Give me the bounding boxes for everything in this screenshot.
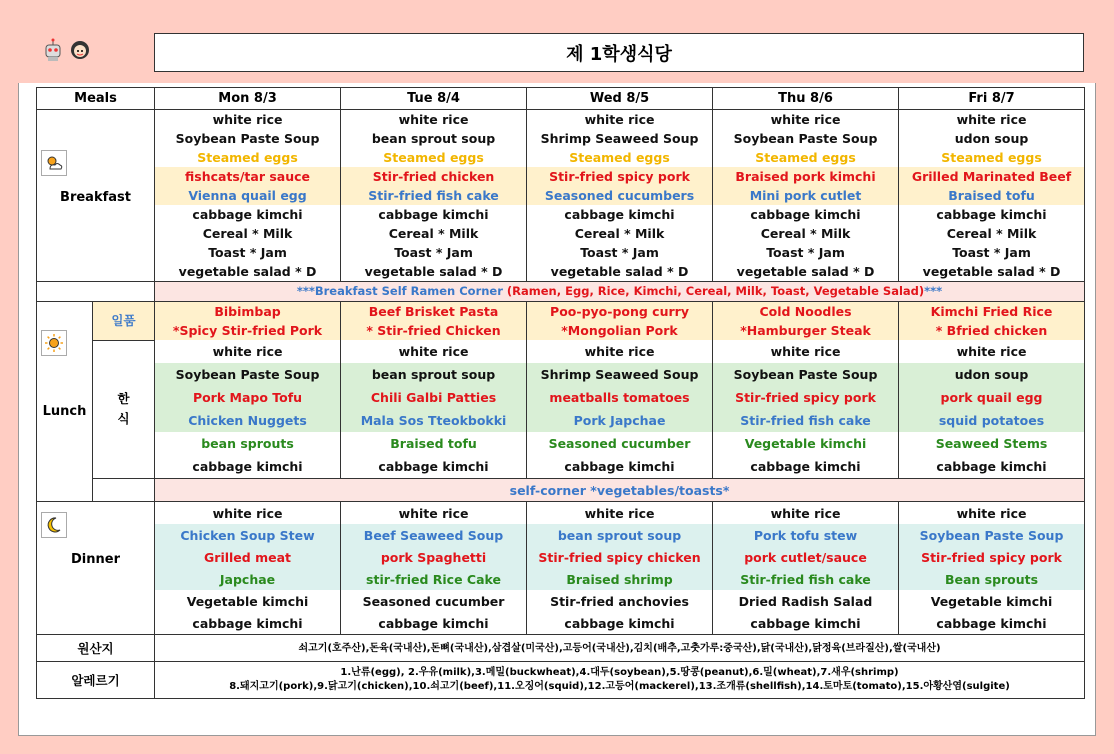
menu-item: vegetable salad * D [713, 262, 899, 282]
menu-item: Japchae [155, 568, 341, 590]
menu-item: pork quail egg [899, 386, 1085, 409]
breakfast-row [37, 110, 1085, 130]
allergy-line: 8.돼지고기(pork),9.닭고기(chicken),10.쇠고기(beef),11.오징어(squid),12.고등어(mackerel),13.조개류(shellfish),14.토마토(tomato),15.아황산염(sulgite) [229, 681, 1010, 692]
note-red: (Ramen, Egg, Rice, Kimchi, Cereal, Milk, Toast, Vegetable Salad) [506, 284, 925, 298]
day-header: Wed 8/5 [527, 88, 713, 110]
menu-item: Stir-fried fish cake [713, 568, 899, 590]
ilpum-label: 일품 [93, 302, 155, 341]
menu-item: meatballs tomatoes [527, 386, 713, 409]
menu-item: Steamed eggs [527, 148, 713, 167]
hansik-label: 한 식 [93, 340, 155, 479]
menu-item: * Bfried chicken [899, 321, 1085, 340]
menu-item: bean sprout soup [341, 129, 527, 148]
menu-item: Grilled Marinated Beef [899, 167, 1085, 186]
menu-item: Mini pork cutlet [713, 186, 899, 205]
menu-item: white rice [713, 340, 899, 363]
menu-item: *Spicy Stir-fried Pork [155, 321, 341, 340]
menu-item: white rice [341, 502, 527, 525]
menu-item: Cereal * Milk [341, 224, 527, 243]
breakfast-row [37, 205, 1085, 224]
menu-item: cabbage kimchi [527, 612, 713, 635]
menu-item: stir-fried Rice Cake [341, 568, 527, 590]
self-corner-row [37, 479, 1085, 502]
menu-item: Shrimp Seaweed Soup [527, 129, 713, 148]
menu-item: Dried Radish Salad [713, 590, 899, 612]
menu-item: cabbage kimchi [341, 455, 527, 479]
breakfast-note [155, 282, 1085, 302]
menu-item: Grilled meat [155, 546, 341, 568]
meal-label-cell [37, 110, 155, 282]
menu-item: Toast * Jam [713, 243, 899, 262]
page-title: 제 1학생식당 [154, 33, 1084, 72]
breakfast-row [37, 148, 1085, 167]
menu-item: Vegetable kimchi [899, 590, 1085, 612]
menu-item: Cereal * Milk [899, 224, 1085, 243]
menu-item: Bean sprouts [899, 568, 1085, 590]
menu-item: cabbage kimchi [527, 455, 713, 479]
origin-row [37, 635, 1085, 662]
menu-item: pork Spaghetti [341, 546, 527, 568]
sun-icon [41, 330, 67, 356]
note-blue: ***Breakfast Self Ramen Corner [296, 284, 507, 298]
allergy-row [37, 662, 1085, 699]
menu-item: bean sprout soup [341, 363, 527, 386]
day-header: Fri 8/7 [899, 88, 1085, 110]
menu-item: Shrimp Seaweed Soup [527, 363, 713, 386]
lunch-hansik-row [37, 340, 1085, 363]
menu-item: Poo-pyo-pong curry [527, 302, 713, 322]
menu-item: Pork tofu stew [713, 524, 899, 546]
menu-item: bean sprout soup [527, 524, 713, 546]
menu-item: Seasoned cucumber [341, 590, 527, 612]
origin-text: 쇠고기(호주산),돈육(국내산),돈뼈(국내산),삼겹살(미국산),고등어(국내산),김치(배추,고춧가루:중국산),닭(국내산),닭정육(브라질산),쌀(국내산) [155, 635, 1085, 662]
day-header: Thu 8/6 [713, 88, 899, 110]
menu-item: Chicken Nuggets [155, 409, 341, 432]
menu-item: Cold Noodles [713, 302, 899, 322]
menu-item: Toast * Jam [155, 243, 341, 262]
menu-item: Toast * Jam [527, 243, 713, 262]
menu-item: cabbage kimchi [899, 205, 1085, 224]
menu-item: white rice [155, 340, 341, 363]
menu-item: white rice [527, 340, 713, 363]
menu-item: Seasoned cucumbers [527, 186, 713, 205]
day-header: Tue 8/4 [341, 88, 527, 110]
menu-item: vegetable salad * D [341, 262, 527, 282]
allergy-line: 1.난류(egg), 2.우유(milk),3.메밀(buckwheat),4.대두(soybean),5.땅콩(peanut),6.밀(wheat),7.새우(shrimp) [340, 667, 899, 678]
menu-item: cabbage kimchi [527, 205, 713, 224]
lunch-hansik-row [37, 363, 1085, 386]
moon-icon [41, 512, 67, 538]
menu-item: udon soup [899, 129, 1085, 148]
menu-item: *Mongolian Pork [527, 321, 713, 340]
menu-item: Stir-fried spicy chicken [527, 546, 713, 568]
menu-item: Cereal * Milk [527, 224, 713, 243]
sun-cloud-icon [41, 150, 67, 176]
menu-item: Beef Brisket Pasta [341, 302, 527, 322]
menu-item: bean sprouts [155, 432, 341, 455]
menu-item: Chicken Soup Stew [155, 524, 341, 546]
dinner-row [37, 590, 1085, 612]
menu-item: cabbage kimchi [155, 612, 341, 635]
menu-item: Pork Japchae [527, 409, 713, 432]
menu-item: Seasoned cucumber [527, 432, 713, 455]
menu-item: Stir-fried anchovies [527, 590, 713, 612]
menu-item: white rice [899, 110, 1085, 130]
menu-item: white rice [713, 502, 899, 525]
robot-icon [46, 39, 60, 62]
lunch-hansik-row [37, 386, 1085, 409]
menu-item: Braised shrimp [527, 568, 713, 590]
menu-item: Beef Seaweed Soup [341, 524, 527, 546]
menu-table [36, 87, 1085, 699]
breakfast-row [37, 129, 1085, 148]
origin-label: 원산지 [37, 635, 155, 662]
menu-item: Vienna quail egg [155, 186, 341, 205]
menu-item: Braised tofu [341, 432, 527, 455]
menu-item: Soybean Paste Soup [713, 129, 899, 148]
menu-item: Vegetable kimchi [155, 590, 341, 612]
breakfast-row [37, 243, 1085, 262]
menu-item: Seaweed Stems [899, 432, 1085, 455]
menu-item: white rice [155, 502, 341, 525]
menu-item: fishcats/tar sauce [155, 167, 341, 186]
menu-item: Steamed eggs [341, 148, 527, 167]
menu-item: white rice [341, 110, 527, 130]
menu-item: Bibimbap [155, 302, 341, 322]
note-end: *** [924, 284, 943, 298]
lunch-ilpum-row [37, 302, 1085, 322]
menu-item: white rice [341, 340, 527, 363]
menu-item: Stir-fried spicy pork [713, 386, 899, 409]
menu-item: cabbage kimchi [713, 205, 899, 224]
menu-item: *Hamburger Steak [713, 321, 899, 340]
header-row [37, 88, 1085, 110]
meals-header: Meals [37, 88, 155, 110]
menu-item: squid potatoes [899, 409, 1085, 432]
menu-item: Cereal * Milk [155, 224, 341, 243]
allergy-label: 알레르기 [37, 662, 155, 699]
menu-item: cabbage kimchi [899, 612, 1085, 635]
meal-label: Dinner [71, 552, 120, 567]
menu-item: Stir-fried fish cake [713, 409, 899, 432]
menu-item: white rice [899, 502, 1085, 525]
meal-label: Lunch [42, 404, 87, 419]
menu-item: cabbage kimchi [899, 455, 1085, 479]
menu-item: Braised tofu [899, 186, 1085, 205]
self-corner: self-corner *vegetables/toasts* [155, 479, 1085, 502]
menu-item: Toast * Jam [341, 243, 527, 262]
menu-item: Soybean Paste Soup [155, 363, 341, 386]
breakfast-row [37, 186, 1085, 205]
menu-item: Braised pork kimchi [713, 167, 899, 186]
menu-item: white rice [899, 340, 1085, 363]
menu-item: vegetable salad * D [155, 262, 341, 282]
lunch-label-cell [37, 302, 93, 502]
dinner-row [37, 568, 1085, 590]
menu-item: Soybean Paste Soup [899, 524, 1085, 546]
menu-item: vegetable salad * D [899, 262, 1085, 282]
menu-item: Stir-fried fish cake [341, 186, 527, 205]
menu-item: Steamed eggs [713, 148, 899, 167]
menu-item: white rice [527, 110, 713, 130]
lunch-ilpum-row [37, 321, 1085, 340]
menu-item: Stir-fried spicy pork [527, 167, 713, 186]
menu-item: Cereal * Milk [713, 224, 899, 243]
menu-item: Kimchi Fried Rice [899, 302, 1085, 322]
menu-item: * Stir-fried Chicken [341, 321, 527, 340]
lunch-hansik-row [37, 409, 1085, 432]
menu-item: cabbage kimchi [713, 612, 899, 635]
menu-item: cabbage kimchi [341, 205, 527, 224]
menu-item: Soybean Paste Soup [713, 363, 899, 386]
menu-item: cabbage kimchi [341, 612, 527, 635]
dinner-row [37, 546, 1085, 568]
dinner-row [37, 612, 1085, 635]
menu-item: udon soup [899, 363, 1085, 386]
menu-item: cabbage kimchi [155, 455, 341, 479]
lunch-hansik-row [37, 432, 1085, 455]
meal-label: Breakfast [60, 190, 131, 205]
meal-label-cell [37, 502, 155, 635]
menu-item: Pork Mapo Tofu [155, 386, 341, 409]
menu-item: cabbage kimchi [155, 205, 341, 224]
breakfast-note-row [37, 282, 1085, 302]
breakfast-row [37, 167, 1085, 186]
lunch-hansik-row [37, 455, 1085, 479]
breakfast-row [37, 262, 1085, 282]
breakfast-row [37, 224, 1085, 243]
dinner-row [37, 524, 1085, 546]
menu-item: white rice [155, 110, 341, 130]
menu-item: vegetable salad * D [527, 262, 713, 282]
dinner-row [37, 502, 1085, 525]
menu-item: Toast * Jam [899, 243, 1085, 262]
menu-item: Steamed eggs [899, 148, 1085, 167]
menu-item: white rice [527, 502, 713, 525]
menu-item: Vegetable kimchi [713, 432, 899, 455]
menu-item: Stir-fried chicken [341, 167, 527, 186]
menu-item: cabbage kimchi [713, 455, 899, 479]
menu-item: Steamed eggs [155, 148, 341, 167]
menu-item: Chili Galbi Patties [341, 386, 527, 409]
menu-item: pork cutlet/sauce [713, 546, 899, 568]
mascot-icons [40, 37, 100, 63]
menu-item: Stir-fried spicy pork [899, 546, 1085, 568]
menu-item: Mala Sos Tteokbokki [341, 409, 527, 432]
menu-item: Soybean Paste Soup [155, 129, 341, 148]
day-header: Mon 8/3 [155, 88, 341, 110]
menu-item: white rice [713, 110, 899, 130]
allergy-text [155, 662, 1085, 699]
girl-icon [71, 41, 89, 59]
